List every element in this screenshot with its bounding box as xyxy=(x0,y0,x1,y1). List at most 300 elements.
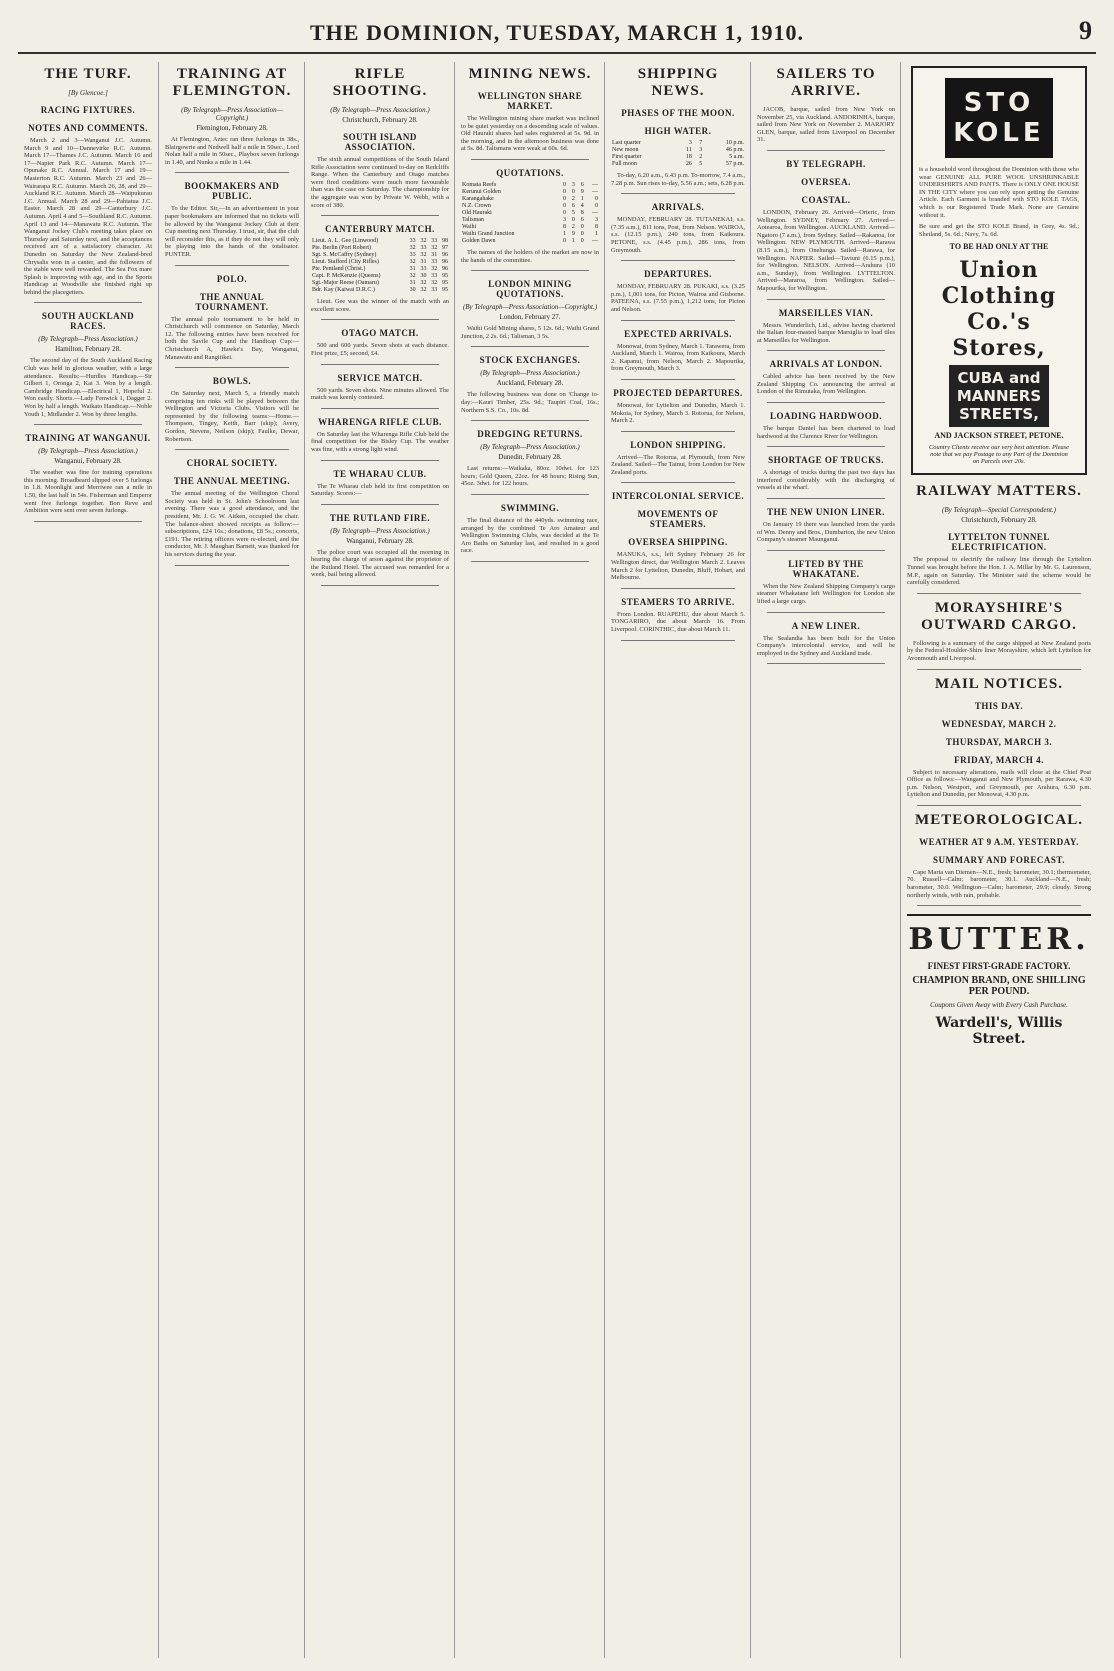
table-cell: 46 p.m. xyxy=(725,147,744,153)
article-body xyxy=(907,869,1091,899)
article-subheading: SUMMARY AND FORECAST. xyxy=(933,854,1065,865)
column-rule xyxy=(175,265,289,266)
article-byline: (By Telegraph—Press Association.) xyxy=(330,526,430,535)
article-body xyxy=(611,216,745,254)
table-cell: Pte. Pentland (Christ.) xyxy=(312,266,366,273)
article-paragraph: Messrs. Wunderlich, Ltd., advise having chartered the Italian four-masted barque Marsiglia to load tiles at Marseilles for Wellington. xyxy=(757,321,895,344)
article-paragraph: The annual polo tournament to be held in Christchurch will commence on Saturday, March 12. The following entries have been received for both the Savile Cup and the Handicap Cup:—Christchurch A, Hawke's Bay, Wanganui, Manawatu and Rangitikei. xyxy=(165,315,299,361)
table-cell: Pte. Berlin (Port Robert) xyxy=(312,245,371,252)
article-byline: (By Telegraph—Press Association.) xyxy=(480,443,580,452)
article-paragraph: The following business was done on 'Change to-day:—Kauri Timber, 25s. 9d.; Taupiri Coal, 16s.; Northern S.S. Co., 10s. 8d. xyxy=(461,391,599,414)
column-rule xyxy=(321,504,439,505)
article xyxy=(611,440,745,484)
article-subheading: OVERSEA. xyxy=(801,176,851,187)
column-1 xyxy=(18,62,158,1658)
article-dateline: London, February 27. xyxy=(499,313,561,322)
article-heading: INTERCOLONIAL SERVICE. xyxy=(611,491,745,502)
column-rule xyxy=(471,561,589,562)
article xyxy=(757,308,895,352)
article-body xyxy=(757,425,895,440)
table-cell: 95 xyxy=(442,280,448,287)
article-subheading: COASTAL. xyxy=(801,194,851,205)
article-subheading: WEDNESDAY, MARCH 2. xyxy=(941,718,1057,729)
article-byline: (By Telegraph—Special Correspondent.) xyxy=(942,506,1056,515)
article-heading: TRAINING AT WANGANUI. xyxy=(25,433,151,444)
table-cell: 5 xyxy=(699,161,703,167)
article xyxy=(757,66,895,151)
article-body xyxy=(311,549,449,579)
column-rule xyxy=(175,172,289,173)
newspaper-page xyxy=(18,12,1096,1660)
article-paragraph: Subject to necessary alterations, mails will close at the Chief Post Office as follows:—Wanganui and New Plymouth, per Rarawa, 4.30 p.m. Nelson, Westport, and Greymouth, per Arahura, 6.30 p.m. Lyttelton and Dunedin, per Monowai, 4.30 p.m. xyxy=(907,768,1091,799)
table-cell: Karangahake xyxy=(462,195,494,202)
column-rule xyxy=(621,193,735,194)
article-body xyxy=(165,316,299,362)
butter-line-3: Coupons Given Away with Every Cash Purchase. xyxy=(930,1001,1068,1010)
article xyxy=(461,355,599,421)
article xyxy=(907,600,1091,670)
table-cell: Lieut. A. L. Gee (Linwood) xyxy=(312,238,379,245)
table-cell: 8 xyxy=(562,223,566,230)
butter-line-2: CHAMPION BRAND, ONE SHILLING PER POUND. xyxy=(912,975,1086,998)
table-cell: 33 xyxy=(409,238,416,245)
column-rule xyxy=(621,588,735,589)
article-body xyxy=(907,769,1091,799)
article-dateline: Christchurch, February 28. xyxy=(342,116,418,124)
article-subheading: THURSDAY, MARCH 3. xyxy=(945,736,1053,747)
article-body xyxy=(311,431,449,454)
article-paragraph: The Sealandia has been built for the Union Company's intercolonial service, and will be employed in the Sydney and Auckland trade. xyxy=(757,634,895,657)
column-rule xyxy=(471,159,589,160)
article-paragraph: From London. RUAPEHU, due about March 5. TONGARIRO, due about March 16. From Liverpool. CORINTHIC, due about March 11. xyxy=(611,610,745,634)
article xyxy=(461,66,599,160)
table-cell: 32 xyxy=(420,252,427,259)
article xyxy=(757,455,895,499)
article-heading: SHIPPING NEWS. xyxy=(637,66,719,99)
article-paragraph: On January 19 there was launched from the yards of Wm. Denny and Bros., Dumbarton, the new Union Company's steamer Maunganui. xyxy=(757,521,895,544)
table-cell: 97 xyxy=(442,245,448,252)
table-cell: 0 xyxy=(595,195,598,202)
article-body xyxy=(611,283,745,313)
table-cell: 1 xyxy=(571,237,575,244)
article-paragraph: LONDON, February 26. Arrived—Orteric, from Wellington. SYDNEY, February 27. Arrived—Aotearoa, from Wellington. AUCKLAND. Arrived—Ngatoro (7 a.m.), from Sydney. Sailed—Rakanoa, for Wellington. NEW PLYMOUTH. Arrived—Rarawa (8.15 a.m.), from Onehunga. Sailed—Rarawa, for Wellington. NAPIER. Sailed—Taviuni (6.15 p.m.), for Wellington. NELSON. Arrived—Arahura (10 a.m., Sunday), from Wellington. LYTTELTON. Arrived—Mararoa, from Wellington. Sailed—Mapourika, for Wellington. xyxy=(757,208,895,292)
table-cell: 0 xyxy=(562,209,566,216)
results-table xyxy=(311,238,449,294)
table-cell: N.Z. Crown xyxy=(462,202,491,209)
article xyxy=(461,279,599,347)
article-body xyxy=(757,583,895,606)
article-heading: PROJECTED DEPARTURES. xyxy=(613,387,743,398)
article-body xyxy=(461,465,599,488)
table-row xyxy=(611,154,745,161)
article xyxy=(165,458,299,565)
table-row xyxy=(461,210,599,217)
table-row xyxy=(461,224,599,231)
table-cell: 3 xyxy=(571,181,575,188)
article-body xyxy=(611,343,745,373)
article-byline: (By Telegraph—Press Association.) xyxy=(330,106,430,114)
article-body xyxy=(165,490,299,558)
table-cell: 96 xyxy=(442,259,448,266)
article xyxy=(611,597,745,641)
article-paragraph: Waihi Gold Mining shares, 5 12s. 6d.; Waihi Grand Junction, 2 2s. 6d.; Talisman, 3 5s. xyxy=(461,325,599,340)
table-cell: 32 xyxy=(409,259,416,266)
table-row xyxy=(461,231,599,238)
article-subheading: LYTTELTON TUNNEL ELECTRIFICATION. xyxy=(948,532,1050,553)
article xyxy=(311,373,449,409)
article-body xyxy=(461,325,599,340)
table-cell: 0 xyxy=(571,216,575,223)
article-body xyxy=(165,136,299,166)
column-rule xyxy=(767,299,885,300)
column-rule xyxy=(621,482,735,483)
column-rule xyxy=(321,585,439,586)
article-heading: WHARENGA RIFLE CLUB. xyxy=(318,416,442,427)
results-table xyxy=(611,140,745,168)
article-body xyxy=(461,249,599,264)
table-cell: 30 xyxy=(420,273,427,280)
table-cell: 10 p.m. xyxy=(725,140,744,146)
column-rule xyxy=(621,640,735,641)
table-cell: 32 xyxy=(409,273,416,280)
article-body xyxy=(757,106,895,144)
article-subheading: THE ANNUAL TOURNAMENT. xyxy=(195,291,269,312)
article xyxy=(757,159,895,300)
advert-store-name: Union Clothing Co.'s Stores, xyxy=(941,257,1057,362)
article-heading: LOADING HARDWOOD. xyxy=(769,411,882,422)
table-cell: 96 xyxy=(442,266,448,273)
article-body xyxy=(24,137,152,296)
table-cell: 0 xyxy=(595,202,598,209)
column-rule xyxy=(621,320,735,321)
article-heading: EXPECTED ARRIVALS. xyxy=(624,328,732,339)
table-row xyxy=(611,140,745,147)
article-paragraph: Last returns:—Waikaka, 80oz. 10dwt. for 123 hours; Gold Queen, 22oz. for 48 hours; Rising Sun, 45oz. 3dwt. for 122 hours. xyxy=(461,465,599,488)
table-row xyxy=(461,217,599,224)
column-rule xyxy=(767,550,885,551)
article-body xyxy=(165,390,299,443)
article-paragraph: The final distance of the 440yds. swimming race, arranged by the combined Te Aro Amateur and Wellington Swimming Clubs, was decided at the Te Aro Baths on Saturday last, and resulted in a good race. xyxy=(461,516,599,555)
article-paragraph: When the New Zealand Shipping Company's cargo steamer Whakatane left Wellington for London she lifted a large cargo. xyxy=(757,582,895,605)
article-heading: THE TURF. xyxy=(44,66,132,82)
column-rule xyxy=(767,402,885,403)
table-cell: 5 xyxy=(571,209,575,216)
article-paragraph: The names of the holders of the market are now in the hands of the committee. xyxy=(461,248,599,264)
article-body xyxy=(757,322,895,345)
article-body xyxy=(311,342,449,357)
column-rule xyxy=(321,364,439,365)
table-cell: Bdr. Kay (Kaiwai D.R.C.) xyxy=(312,287,375,294)
article-paragraph: Following is a summary of the cargo shipped at New Zealand ports by the Federal-Houlder-Shire liner Morayshire, which left Lyttelton for Avonmouth and Liverpool. xyxy=(907,639,1091,662)
article-heading: RAILWAY MATTERS. xyxy=(916,483,1082,500)
article-paragraph: Monowai, for Lyttelton and Dunedin, March 1. Mokoia, for Sydney, March 3. Rotorua, for Nelson, March 2. xyxy=(611,401,745,425)
article-body xyxy=(757,469,895,492)
column-rule xyxy=(917,905,1081,906)
table-cell: 1 xyxy=(595,230,598,237)
article-byline: (By Telegraph—Press Association—Copyright.) xyxy=(462,303,598,312)
table-row xyxy=(311,287,449,294)
article-heading: LIFTED BY THE WHAKATANE. xyxy=(788,558,864,579)
table-cell: 4 xyxy=(580,202,584,209)
article-heading: TE WHARAU CLUB. xyxy=(333,468,427,479)
article-heading: CANTERBURY MATCH. xyxy=(325,224,435,235)
article-subheading: RACING FIXTURES. xyxy=(40,105,136,115)
table-cell: 98 xyxy=(442,238,448,245)
article-paragraph: 500 and 600 yards. Seven shots at each distance. First prize, £5; second, £4. xyxy=(311,342,449,357)
column-rule xyxy=(917,593,1081,594)
column-rule xyxy=(471,270,589,271)
column-rule xyxy=(321,460,439,461)
masthead-title: THE DOMINION, TUESDAY, MARCH 1, 1910. xyxy=(310,20,804,45)
article-paragraph: The Wellington mining share market was inclined to be quiet yesterday on a descending scale of values. Old Hauraki shares had sales registered at 5s. 9d. in the morning, and in the afternoon business was done at 5s. 8d. Talismans were weak at 60s. 6d. xyxy=(461,115,599,153)
table-cell: Full moon xyxy=(612,161,637,167)
article-body xyxy=(757,373,895,396)
article-heading: SWIMMING. xyxy=(500,502,560,513)
table-cell: — xyxy=(592,237,598,244)
table-cell: Kerunui Golden xyxy=(462,188,501,195)
column-rule xyxy=(471,420,589,421)
article-paragraph: JACOB, barque, sailed from New York on November 25, via Auckland. ANDORINHA, barque, sailed from New York on November 2. MARJORY GLEN, barque, sailed from Liverpool on December 31. xyxy=(757,106,895,144)
article-body xyxy=(24,357,152,418)
columns-container xyxy=(18,62,1096,1658)
table-cell: 57 p.m. xyxy=(725,161,744,167)
article xyxy=(24,433,152,522)
table-cell: 32 xyxy=(431,266,438,273)
article xyxy=(165,274,299,369)
table-cell: 31 xyxy=(431,252,438,259)
table-row xyxy=(461,203,599,210)
article-body xyxy=(611,611,745,634)
article-body xyxy=(611,172,745,187)
article-body xyxy=(757,635,895,658)
article-body xyxy=(611,454,745,477)
article-paragraph: On Saturday last the Wharenga Rifle Club held the final competition for the Bisley Cup. The weather was fine, with a strong light wind. xyxy=(311,430,449,453)
article-paragraph: The sixth annual competitions of the South Island Rifle Association were continued to-day on Redcliffs Range. When the Canterbury and Otago matches were fired conditions were much more favourable than was the case on Saturday. The championship for the aggregate was won by Private W. Webb, with a score of 380. xyxy=(311,156,449,209)
article-paragraph: The police court was occupied all the morning in hearing the charge of arson against the proprietor of the Rutland Hotel. The accused was remanded for a week, bail being allowed. xyxy=(311,548,449,579)
article-dateline: Wanganui, February 28. xyxy=(346,536,414,545)
table-cell: 33 xyxy=(431,259,438,266)
article xyxy=(24,66,152,303)
advert-butter xyxy=(907,914,1091,1047)
table-cell: 0 xyxy=(580,230,584,237)
table-cell: 8 xyxy=(595,223,598,230)
article-byline: (By Telegraph—Press Association—Copyright.) xyxy=(181,106,283,122)
table-cell: 0 xyxy=(562,202,566,209)
article-paragraph: To-day, 6.20 a.m., 6.43 p.m. To-morrow, 7.4 a.m., 7.28 p.m. Sun rises to-day, 5.56 a.m.; sets, 6.28 p.m. xyxy=(611,172,745,187)
article-paragraph: The barque Daniel has been chartered to load hardwood at the Clarence River for Wellington. xyxy=(757,425,895,440)
table-cell: Komata Reefs xyxy=(462,181,497,188)
table-cell: 9 xyxy=(580,188,584,195)
article-heading: STOCK EXCHANGES. xyxy=(479,355,581,366)
article xyxy=(311,66,449,216)
article-heading: THE RUTLAND FIRE. xyxy=(329,512,431,523)
article-heading: POLO. xyxy=(216,273,248,284)
column-rule xyxy=(471,346,589,347)
article xyxy=(611,491,745,588)
results-table xyxy=(461,182,599,245)
article-dateline: Wanganui, February 28. xyxy=(54,457,122,466)
column-rule xyxy=(767,150,885,151)
butter-line-1: FINEST FIRST-GRADE FACTORY. xyxy=(927,961,1071,972)
article-heading: CHORAL SOCIETY. xyxy=(186,458,278,469)
table-cell: 3 xyxy=(562,216,566,223)
table-cell: 30 xyxy=(409,287,416,294)
masthead xyxy=(18,12,1096,54)
column-rule xyxy=(175,449,289,450)
article-heading: SAILERS TO ARRIVE. xyxy=(776,66,876,99)
article-body xyxy=(311,156,449,209)
article-body xyxy=(461,517,599,555)
table-cell: 96 xyxy=(442,252,448,259)
article-paragraph: MONDAY, FEBRUARY 28. TUTANEKAI, s.s. (7.35 a.m.), 811 tons, Post, from Nelson. WAIROA, s.s. (12.15 p.m.), 240 tons, from Kaikoura. PETONE, s.s. (4.45 p.m.), 286 tons, from Greymouth. xyxy=(611,216,745,254)
table-cell: 32 xyxy=(431,280,438,287)
table-cell: 32 xyxy=(420,287,427,294)
article-heading: ARRIVALS. xyxy=(651,202,705,213)
article xyxy=(757,559,895,613)
article-dateline: Flemington, February 28. xyxy=(196,124,268,132)
article-body xyxy=(907,556,1091,586)
table-cell: Last quarter xyxy=(612,140,641,146)
table-cell: 26 xyxy=(685,161,692,167)
article-heading: METEOROLOGICAL. xyxy=(915,811,1083,828)
table-cell: 0 xyxy=(580,237,584,244)
table-cell: 31 xyxy=(409,266,416,273)
article xyxy=(757,621,895,665)
article xyxy=(165,181,299,265)
article-body xyxy=(611,402,745,425)
article-heading: LONDON SHIPPING. xyxy=(630,439,726,450)
article-body xyxy=(757,521,895,544)
article-body xyxy=(24,469,152,515)
article xyxy=(611,269,745,320)
table-cell: 33 xyxy=(431,287,438,294)
column-rule xyxy=(621,431,735,432)
article-subheading: SOUTH ISLAND ASSOCIATION. xyxy=(343,132,417,152)
table-cell: Capt. P. McKenzie (Queens) xyxy=(312,273,381,280)
table-cell: 0 xyxy=(562,188,566,195)
table-cell: 2 xyxy=(571,195,575,202)
table-cell: 0 xyxy=(571,188,575,195)
article-paragraph: The proposal to electrify the railway line through the Lyttelton Tunnel was brought before the Hon. J. A. Millar by Mr. G. Laurenson, M.P., again on Saturday. The Minister said the scheme would be carefully considered. xyxy=(907,556,1091,587)
column-rule xyxy=(175,565,289,566)
article-paragraph: Cabled advice has been received by the New Zealand Shipping Co. announcing the arrival at London of the Rimutaka, from Wellington. xyxy=(757,373,895,396)
article-subheading: WELLINGTON SHARE MARKET. xyxy=(477,91,583,111)
column-rule xyxy=(471,494,589,495)
article-heading: TRAINING AT FLEMINGTON. xyxy=(172,66,292,99)
article-subheading: THIS DAY. xyxy=(974,700,1024,711)
table-cell: Golden Dawn xyxy=(462,237,496,244)
table-cell: 9 xyxy=(571,230,575,237)
article-body xyxy=(311,298,449,313)
article-heading: SHORTAGE OF TRUCKS. xyxy=(768,455,884,466)
article-heading: A NEW LINER. xyxy=(791,620,861,631)
column-rule xyxy=(767,350,885,351)
table-cell: 32 xyxy=(431,245,438,252)
article-paragraph: The annual meeting of the Wellington Choral Society was held in St. John's Schoolroom last evening. There was a good attendance, and the president, Mr. J. G. W. Aitken, occupied the chair. The balance-sheet showed receipts as follow:—subscriptions, £24 16s.; donations, £8 5s.; concerts, £191. The retiring officers were re-elected, and the conductor, Mr. J. Maughan Barnett, was thanked for his services during the year. xyxy=(165,490,299,558)
article-dateline: Hamilton, February 28. xyxy=(55,345,121,354)
table-cell: 0 xyxy=(562,195,566,202)
table-cell: 11 xyxy=(686,147,692,153)
article-paragraph: Arrived—The Rotorua, at Plymouth, from New Zealand. Sailed—The Tainui, from London for New Zealand ports. xyxy=(611,453,745,476)
article-subheading: THE ANNUAL MEETING. xyxy=(173,476,291,487)
article-heading: LONDON MINING QUOTATIONS. xyxy=(488,279,572,300)
column-rule xyxy=(767,446,885,447)
article-body xyxy=(907,640,1091,663)
article-subheading: PHASES OF THE MOON. xyxy=(621,108,735,118)
table-cell: 33 xyxy=(431,273,438,280)
advert-brand: STO KOLE xyxy=(945,78,1053,158)
article-paragraph: Cape Maria van Diemen—N.E., fresh; barometer, 30.1; thermometer, 70. Russell—Calm; barometer, 30.1. Auckland—N.E., fresh; barometer, 30.0. Wellington—Calm; barometer, 29.9; cloudy. Strong northerly winds, with rain, probable. xyxy=(907,868,1091,899)
article xyxy=(611,329,745,380)
article xyxy=(24,311,152,425)
article xyxy=(757,411,895,447)
table-cell: 5 a.m. xyxy=(729,154,744,160)
column-5 xyxy=(604,62,751,1658)
article-byline: [By Glencoe.] xyxy=(68,89,108,97)
article-heading: QUOTATIONS. xyxy=(496,167,564,178)
column-rule xyxy=(767,612,885,613)
article-paragraph: On Saturday next, March 5, a friendly match comprising ten rinks will be played between the Wellington and Victoria Clubs. Visitors will be represented by the following teams:—Home.—Thompson, Tingey, Keith, Barr (skip); Avery, Gordon, Stevens, Neilson (skip); Faulke, Dewar, Robertson. xyxy=(165,390,299,443)
table-cell: 7 xyxy=(699,140,703,146)
article-subheading: NOTES AND COMMENTS. xyxy=(28,123,148,133)
article-heading: SOUTH AUCKLAND RACES. xyxy=(41,311,135,332)
advert-note: Country Clients receive our very best attention. Please note that we pay Postage to any Part of the Dominion on Parcels over 20s. xyxy=(929,444,1069,466)
article xyxy=(907,812,1091,906)
column-7 xyxy=(900,62,1097,1658)
column-rule xyxy=(34,521,142,522)
column-rule xyxy=(321,408,439,409)
article-subheading: WEATHER AT 9 A.M. YESTERDAY. xyxy=(919,836,1079,847)
column-rule xyxy=(767,663,885,664)
table-cell: 31 xyxy=(409,280,416,287)
table-cell: 95 xyxy=(442,273,448,280)
article-subheading: MOVEMENTS OF STEAMERS. xyxy=(637,509,719,530)
table-cell: 31 xyxy=(420,259,427,266)
article xyxy=(165,376,299,450)
article xyxy=(311,328,449,364)
table-cell: Sgt.-Major Reese (Oamaru) xyxy=(312,280,379,287)
article-heading: STEAMERS TO ARRIVE. xyxy=(621,596,735,607)
article-body xyxy=(461,391,599,414)
article xyxy=(611,66,745,194)
article-heading: SERVICE MATCH. xyxy=(337,372,423,383)
article-heading: DEPARTURES. xyxy=(644,269,712,280)
article xyxy=(165,66,299,173)
article xyxy=(311,224,449,320)
article xyxy=(611,202,745,261)
article-body xyxy=(757,209,895,293)
column-rule xyxy=(321,319,439,320)
table-row xyxy=(461,182,599,189)
article xyxy=(757,507,895,551)
table-cell: 0 xyxy=(562,237,566,244)
article-paragraph: At Flemington, Aztec ran three furlongs in 38s., Blairgowrie and Nedwell half a mile in 50sec., Lord Nolan half a mile in 50sec., Playbox seven furlongs in 1.40, and Nunks a mile in 1.44. xyxy=(165,136,299,166)
article-byline: (By Telegraph—Press Association.) xyxy=(38,447,138,456)
table-cell: 6 xyxy=(580,216,584,223)
table-cell: Waihi xyxy=(462,223,477,230)
column-rule xyxy=(621,260,735,261)
advert-tagline: TO BE HAD ONLY AT THE xyxy=(949,242,1049,252)
column-rule xyxy=(767,498,885,499)
article-paragraph: To the Editor. Sir,—In an advertisement in your paper bookmakers are informed that no tickets will be allowed by the Wanganui Jockey Club at their Cup meeting next Thursday. I trust, sir, that the club will reconsider this, as if they do not they will only be playing into the hands of the totalisator. PUNTER. xyxy=(165,205,299,258)
article xyxy=(311,513,449,586)
article-body xyxy=(311,387,449,402)
table-cell: 33 xyxy=(420,245,427,252)
article-byline: (By Telegraph—Press Association.) xyxy=(480,369,580,378)
table-cell: 33 xyxy=(409,252,416,259)
butter-title: BUTTER. xyxy=(908,922,1090,958)
table-cell: 0 xyxy=(562,181,566,188)
